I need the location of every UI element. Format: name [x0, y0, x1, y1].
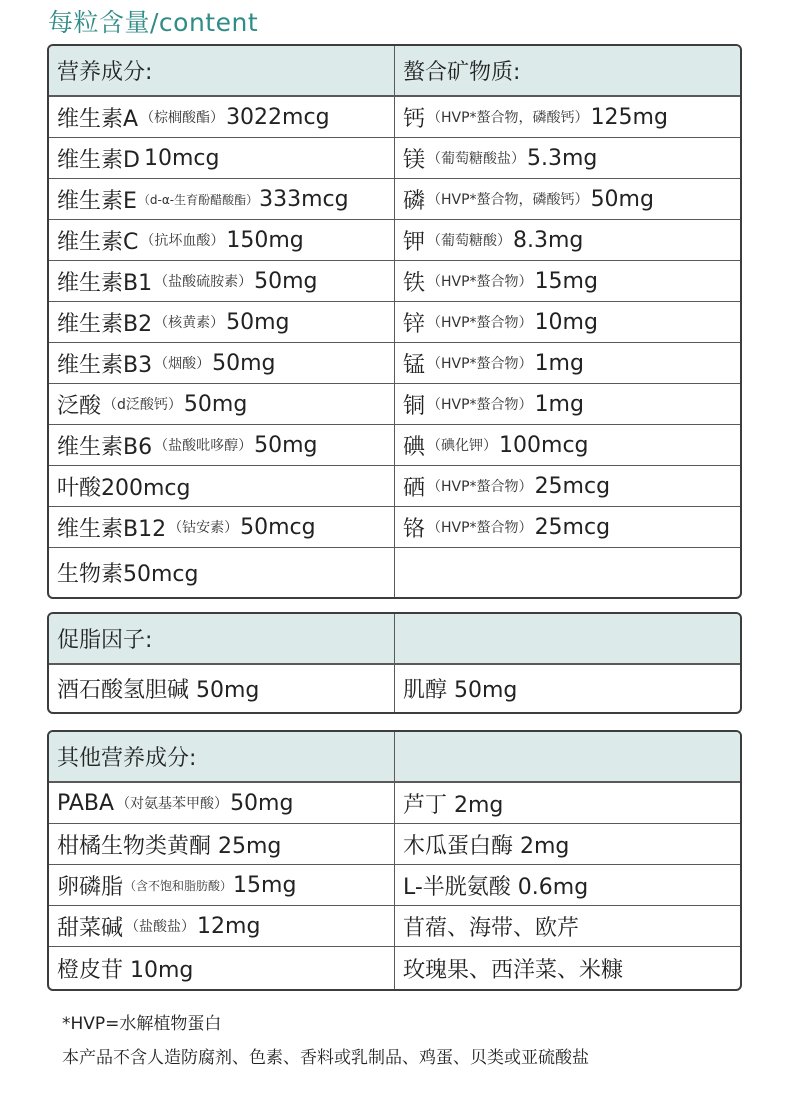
- nutrient-name: 维生素D: [57, 147, 140, 173]
- nutrient-amount: 50mcg: [240, 514, 316, 540]
- table-header-row: [49, 732, 740, 782]
- mineral-form: （碘化钾）: [427, 438, 498, 454]
- mineral-name: 肌醇 50mg: [403, 678, 518, 703]
- table-row: [49, 905, 740, 946]
- nutrient-name: PABA: [57, 790, 115, 816]
- nutrient-cell: [49, 906, 395, 946]
- nutrient-amount: 3022mcg: [226, 104, 330, 130]
- mineral-amount: 5.3mg: [527, 145, 598, 171]
- table-row: [49, 823, 740, 864]
- nutrient-cell: [49, 947, 395, 989]
- mineral-name: 锰: [403, 352, 426, 378]
- mineral-name: 钙: [403, 106, 426, 132]
- mineral-name: 钾: [403, 229, 426, 255]
- table-row: [49, 506, 740, 547]
- nutrient-amount: 50mg: [254, 268, 318, 294]
- mineral-amount: 15mg: [534, 268, 598, 294]
- mineral-form: （HVP*螯合物）: [427, 479, 533, 495]
- table-row: [49, 864, 740, 905]
- nutrient-cell: [49, 865, 395, 905]
- table-row: [49, 219, 740, 260]
- mineral-amount: 50mg: [590, 186, 654, 212]
- nutrient-form: （d-α-生育酚醋酸酯）: [137, 192, 259, 207]
- nutrient-name: 维生素B12: [57, 516, 167, 542]
- mineral-cell: [395, 384, 740, 424]
- other-nutrients-table: [47, 730, 742, 991]
- nutrients-table: [47, 44, 742, 599]
- nutrient-name: 维生素E: [57, 188, 137, 214]
- nutrient-cell: [49, 97, 395, 137]
- nutrient-cell: [49, 824, 395, 864]
- mineral-cell: [395, 97, 740, 137]
- header-empty: [395, 732, 740, 781]
- mineral-form: （HVP*螯合物）: [427, 315, 533, 331]
- mineral-cell: [395, 343, 740, 383]
- nutrient-cell: [49, 425, 395, 465]
- nutrient-name: 泛酸: [57, 393, 102, 419]
- nutrient-name: 维生素B1: [57, 270, 153, 296]
- nutrient-amount: 150mg: [226, 227, 304, 253]
- mineral-cell: [395, 220, 740, 260]
- nutrient-cell: [49, 783, 395, 823]
- mineral-name: 磷: [403, 188, 426, 214]
- mineral-form: （葡萄糖酸）: [427, 233, 512, 249]
- mineral-amount: 8.3mg: [513, 227, 584, 253]
- mineral-name: 铬: [403, 516, 426, 542]
- nutrient-amount: 50mg: [212, 350, 276, 376]
- mineral-amount: 1mg: [534, 350, 584, 376]
- mineral-cell: [395, 466, 740, 506]
- nutrient-form: （盐酸硫胺素）: [154, 274, 253, 290]
- mineral-cell: [395, 824, 740, 864]
- mineral-amount: 10mg: [534, 309, 598, 335]
- mineral-amount: 125mg: [590, 104, 668, 130]
- mineral-cell: [395, 507, 740, 547]
- mineral-cell: [395, 138, 740, 178]
- mineral-amount: 25mcg: [534, 473, 611, 499]
- mineral-cell: [395, 665, 740, 712]
- mineral-name: 锌: [403, 311, 426, 337]
- mineral-name: 芦丁 2mg: [403, 792, 504, 818]
- table-row: [49, 137, 740, 178]
- nutrient-form: （盐酸盐）: [125, 919, 196, 935]
- nutrient-name: 维生素B6: [57, 434, 153, 460]
- nutrient-form: （烟酸）: [154, 356, 211, 372]
- nutrient-amount: 15mg: [233, 872, 297, 898]
- mineral-form: （葡萄糖酸盐）: [427, 151, 526, 167]
- mineral-name: 碘: [403, 434, 426, 460]
- content-title: 每粒含量/content: [48, 8, 259, 37]
- mineral-form: （HVP*螯合物，磷酸钙）: [427, 192, 589, 208]
- mineral-name: 镁: [403, 147, 426, 173]
- mineral-form: （HVP*螯合物，磷酸钙）: [427, 110, 589, 126]
- nutrient-cell: [49, 179, 395, 219]
- mineral-name: 硒: [403, 475, 426, 501]
- nutrient-name: 酒石酸氢胆碱 50mg: [57, 678, 260, 703]
- nutrient-name: 卵磷脂: [57, 874, 124, 900]
- mineral-form: （HVP*螯合物）: [427, 356, 533, 372]
- nutrient-cell: [49, 220, 395, 260]
- mineral-name: 苜蓿、海带、欧芹: [403, 915, 580, 941]
- nutrient-form: （含不饱和脂肪酸）: [124, 878, 233, 893]
- table-header-row: [49, 46, 740, 96]
- table-row: [49, 260, 740, 301]
- table-row: [49, 547, 740, 597]
- nutrient-cell: [49, 138, 395, 178]
- nutrient-amount: 10mcg: [143, 145, 220, 171]
- nutrient-form: （d泛酸钙）: [103, 397, 182, 413]
- mineral-name: 铁: [403, 270, 426, 296]
- nutrient-amount: 50mg: [226, 309, 290, 335]
- header-empty: [395, 614, 740, 663]
- header-nutrients: 营养成分:: [49, 46, 395, 95]
- nutrient-cell: [49, 302, 395, 342]
- header-lipotropic: 促脂因子:: [49, 614, 395, 663]
- nutrient-name: 维生素C: [57, 229, 139, 255]
- lipotropic-factors-table: [47, 612, 742, 714]
- mineral-cell: [395, 906, 740, 946]
- mineral-cell: [395, 302, 740, 342]
- mineral-cell: [395, 783, 740, 823]
- nutrient-name: 甜菜碱: [57, 915, 124, 941]
- nutrient-name: 维生素B2: [57, 311, 153, 337]
- mineral-name: 玫瑰果、西洋菜、米糠: [403, 957, 624, 983]
- mineral-amount: 100mcg: [499, 432, 589, 458]
- table-header-row: [49, 614, 740, 664]
- nutrient-form: （钴安素）: [168, 520, 239, 536]
- table-row: [49, 782, 740, 823]
- nutrient-amount: 50mg: [230, 790, 294, 816]
- mineral-cell: [395, 425, 740, 465]
- nutrient-name: 维生素B3: [57, 352, 153, 378]
- table-row: [49, 342, 740, 383]
- nutrient-name: 维生素A: [57, 106, 139, 132]
- nutrient-cell: [49, 507, 395, 547]
- nutrient-name: 柑橘生物类黄酮 25mg: [57, 833, 282, 859]
- mineral-cell: [395, 261, 740, 301]
- table-row: [49, 96, 740, 137]
- nutrient-form: （核黄素）: [154, 315, 225, 331]
- nutrient-cell: [49, 466, 395, 506]
- header-chelated-minerals: 螯合矿物质:: [403, 60, 521, 85]
- table-row: [49, 424, 740, 465]
- nutrient-form: （对氨基苯甲酸）: [116, 796, 229, 812]
- header-other-nutrients: 其他营养成分:: [49, 732, 395, 781]
- nutrient-amount: 50mg: [183, 391, 248, 417]
- nutrient-form: （盐酸吡哆醇）: [154, 438, 253, 454]
- nutrient-amount: 50mg: [254, 432, 318, 458]
- table-row: [49, 946, 740, 989]
- table-row: [49, 664, 740, 712]
- nutrient-cell: [49, 384, 395, 424]
- nutrient-cell: [49, 343, 395, 383]
- table-row: [49, 383, 740, 424]
- table-row: [49, 301, 740, 342]
- nutrient-name: 橙皮苷 10mg: [57, 957, 194, 983]
- mineral-form: （HVP*螯合物）: [427, 520, 533, 536]
- mineral-name: L-半胱氨酸 0.6mg: [403, 874, 589, 900]
- nutrient-cell: [49, 665, 395, 712]
- nutrient-name: 叶酸200mcg: [57, 475, 191, 501]
- nutrient-form: （棕榈酸酯）: [140, 110, 225, 126]
- table-row: [49, 178, 740, 219]
- mineral-cell: [395, 548, 740, 597]
- mineral-name: 铜: [403, 393, 426, 419]
- mineral-cell: [395, 947, 740, 989]
- mineral-cell: [395, 865, 740, 905]
- nutrient-name: 生物素50mcg: [57, 562, 199, 587]
- table-row: [49, 465, 740, 506]
- mineral-cell: [395, 179, 740, 219]
- nutrient-form: （抗坏血酸）: [140, 233, 225, 249]
- mineral-form: （HVP*螯合物）: [427, 274, 533, 290]
- mineral-amount: 25mcg: [534, 514, 611, 540]
- nutrient-amount: 333mcg: [259, 186, 349, 212]
- mineral-name: 木瓜蛋白酶 2mg: [403, 833, 570, 859]
- nutrient-cell: [49, 548, 395, 597]
- mineral-amount: 1mg: [534, 391, 584, 417]
- mineral-form: （HVP*螯合物）: [427, 397, 533, 413]
- allergen-note: 本产品不含人造防腐剂、色素、香料或乳制品、鸡蛋、贝类或亚硫酸盐: [62, 1048, 589, 1068]
- nutrient-cell: [49, 261, 395, 301]
- hvp-footnote: *HVP=水解植物蛋白: [62, 1014, 222, 1034]
- nutrient-amount: 12mg: [197, 913, 261, 939]
